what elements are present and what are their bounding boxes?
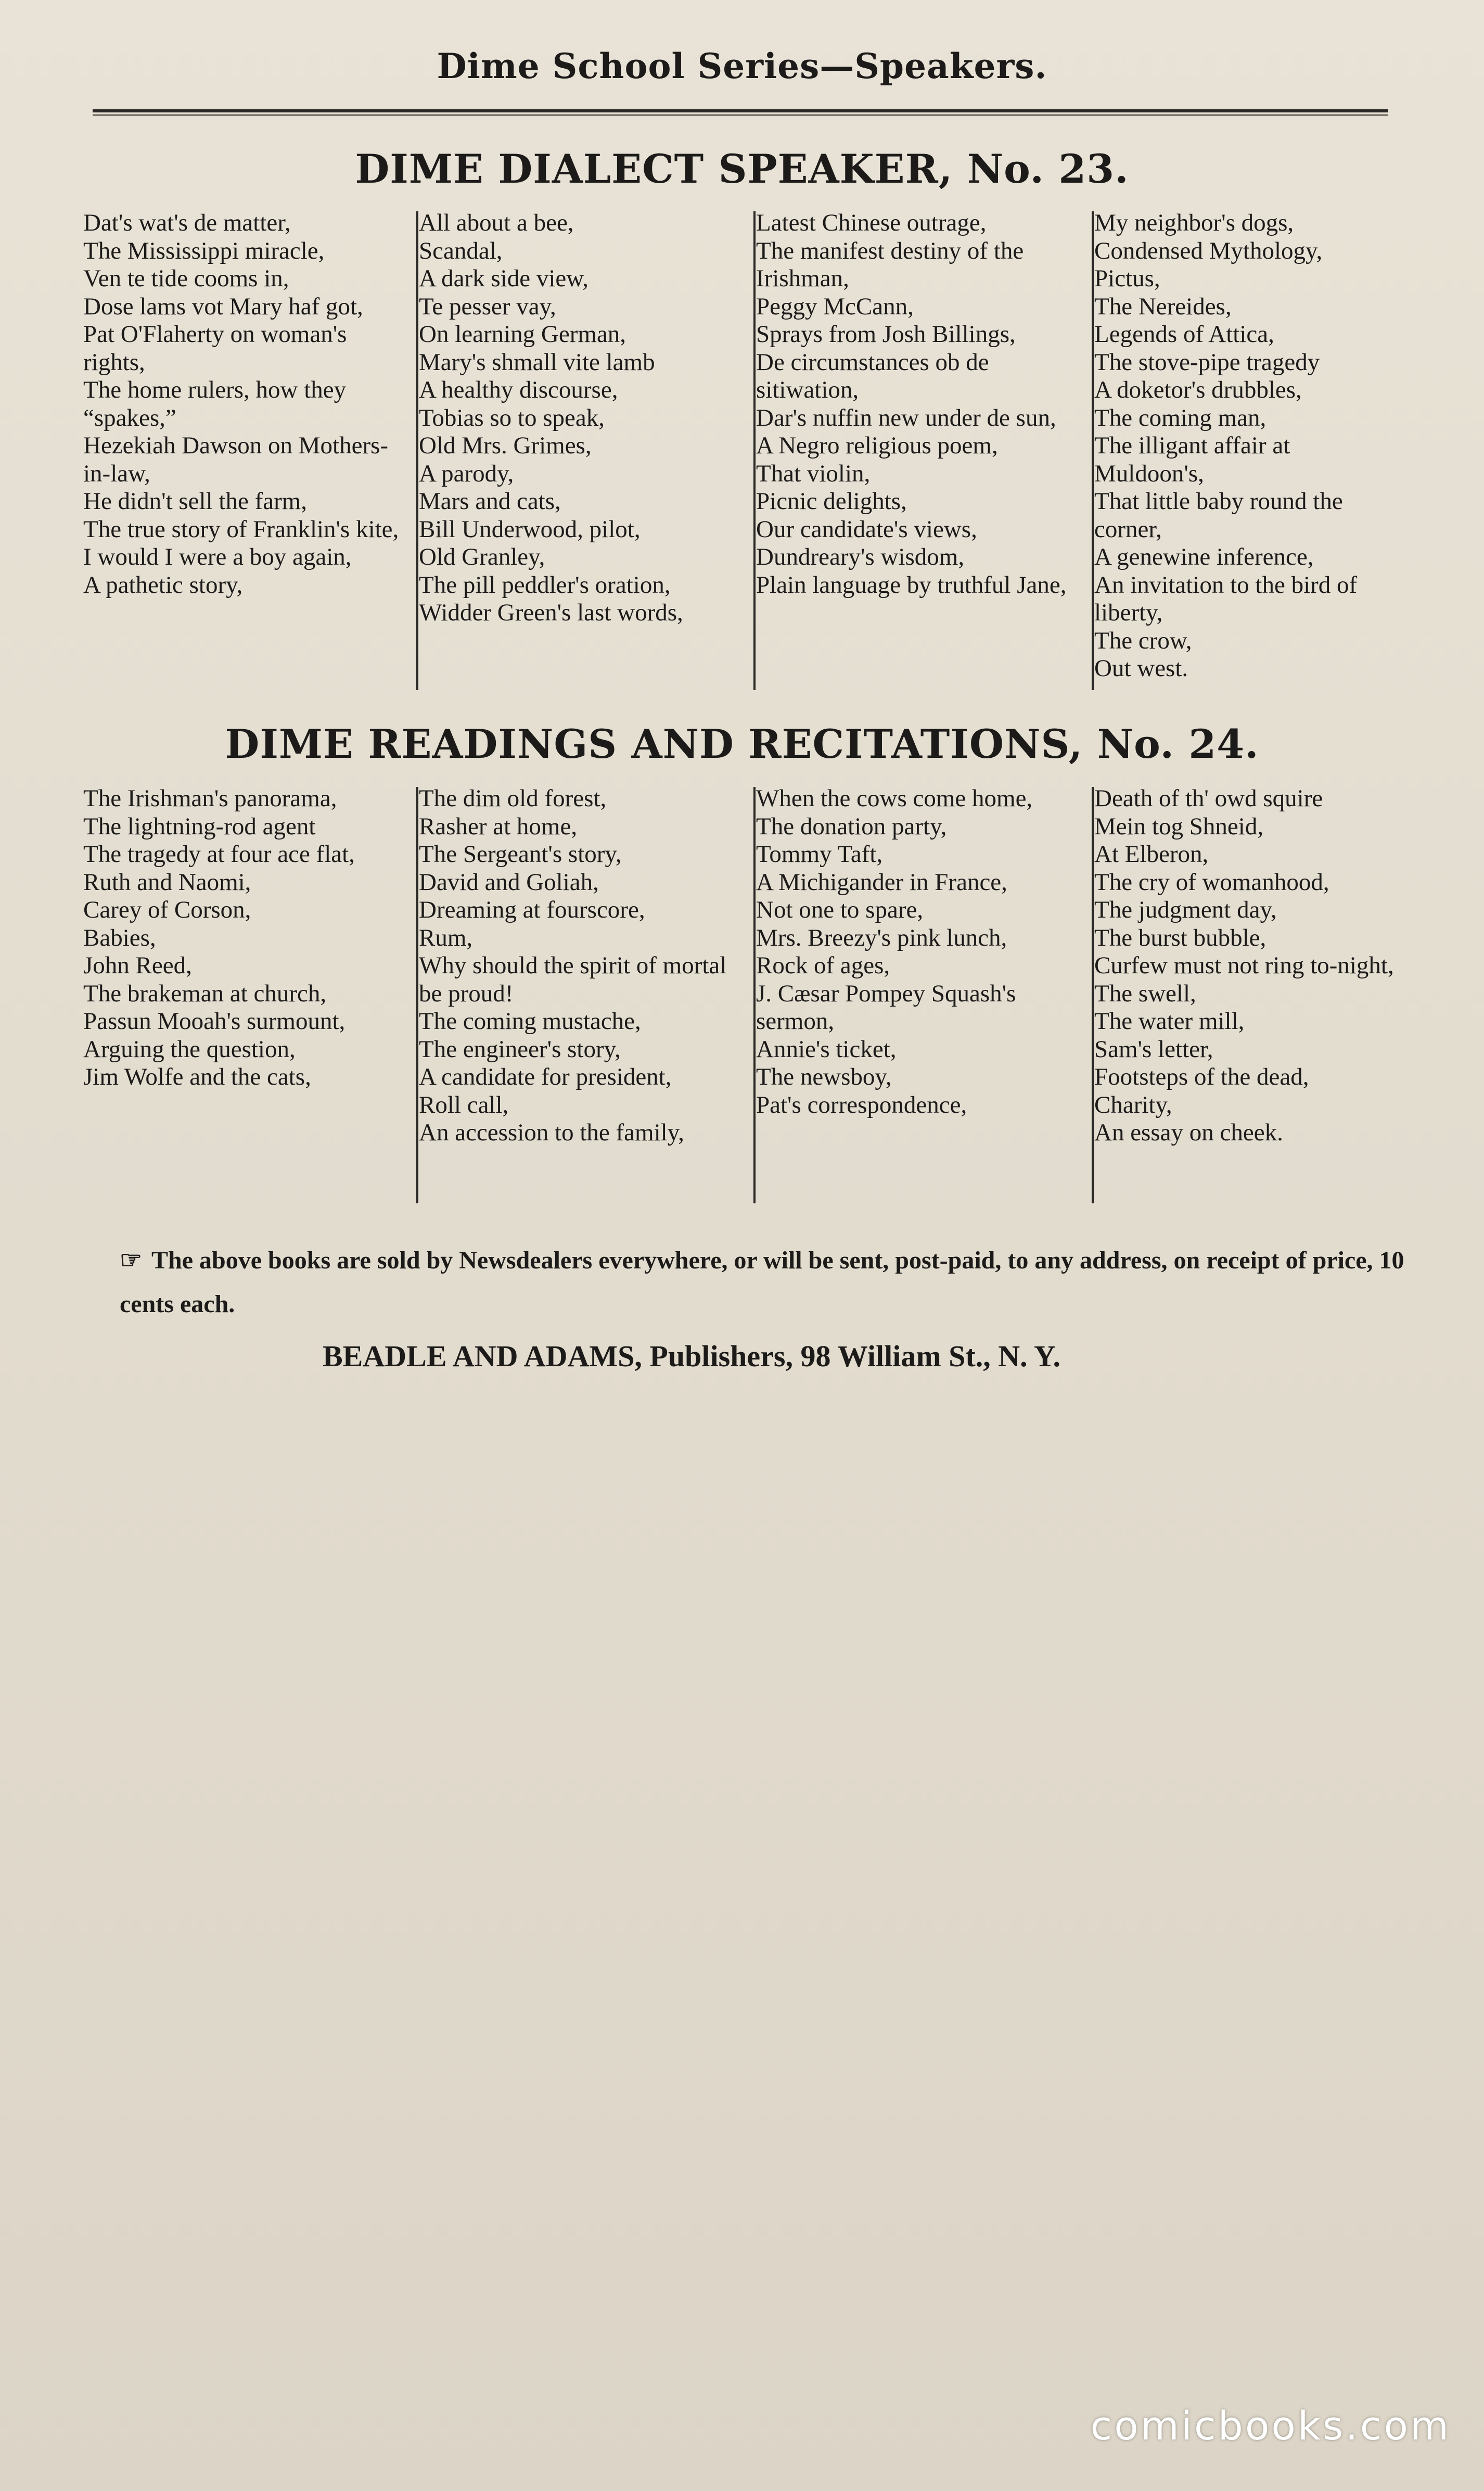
contents-entry: J. Cæsar Pompey Squash's sermon, [756,980,1016,1035]
contents-entry: De circumstances ob de sitiwation, [756,348,989,403]
contents-entry: The swell, [1094,980,1196,1007]
contents-entry: Death of th' owd squire [1094,785,1323,812]
contents-entry: A genewine inference, [1094,543,1314,570]
column-divider [416,787,418,1203]
contents-entry: Out west. [1094,655,1188,682]
contents-entry: The cry of womanhood, [1094,868,1329,896]
running-head: Dime School Series—Speakers. [437,46,1047,86]
contents-entry: Ruth and Naomi, [83,868,251,896]
contents-entry: A parody, [419,460,514,487]
section-title-readings-recitations: DIME READINGS AND RECITATIONS, No. 24. [225,721,1259,767]
publisher-imprint: BEADLE AND ADAMS, Publishers, 98 William St., N. Y. [323,1339,1061,1373]
contents-entry: That little baby round the corner, [1094,488,1343,543]
notice-text: The above books are sold by Newsdealers everywhere, or will be sent, post-paid, to any address, on receipt of price, 10 cents each. [120,1247,1404,1318]
contents-column [1094,785,1405,1147]
contents-entry: Dreaming at fourscore, [419,896,645,923]
contents-entry: A healthy discourse, [419,376,618,403]
contents-entry: Widder Green's last words, [419,599,683,626]
contents-entry: The judgment day, [1094,896,1277,923]
contents-entry: The manifest destiny of the Irishman, [756,237,1024,292]
contents-entry: Old Mrs. Grimes, [419,432,592,459]
contents-entry: The stove-pipe tragedy [1094,348,1320,376]
contents-entry: Plain language by truthful Jane, [756,571,1067,599]
pointing-hand-icon: ☞ [120,1247,145,1274]
contents-entry: Arguing the question, [83,1035,296,1063]
contents-entry: The home rulers, how they “spakes,” [83,376,347,431]
contents-entry: Pat O'Flaherty on woman's rights, [83,321,347,376]
contents-entry: The lightning-rod agent [83,812,316,840]
contents-entry: Dundreary's wisdom, [756,543,965,570]
contents-entry: Dar's nuffin new under de sun, [756,404,1056,431]
contents-entry: The brakeman at church, [83,980,327,1007]
contents-entry: Rasher at home, [419,812,578,840]
contents-entry: Legends of Attica, [1094,321,1274,348]
contents-entry: Tommy Taft, [756,841,883,868]
contents-entry: The coming man, [1094,404,1266,431]
contents-entry: Annie's ticket, [756,1035,897,1063]
contents-entry: The newsboy, [756,1063,892,1090]
column-divider [1092,787,1094,1203]
contents-entry: Scandal, [419,237,503,264]
contents-entry: The engineer's story, [419,1035,621,1063]
contents-entry: The water mill, [1094,1008,1245,1035]
contents-entry: Dose lams vot Mary haf got, [83,293,363,320]
contents-entry: John Reed, [83,952,192,979]
contents-entry: The donation party, [756,812,947,840]
contents-entry: A Negro religious poem, [756,432,998,459]
contents-entry: A candidate for president, [419,1063,672,1090]
contents-entry: Rock of ages, [756,952,890,979]
contents-entry: He didn't sell the farm, [83,488,308,515]
contents-entry: Tobias so to speak, [419,404,605,431]
contents-entry: The illigant affair at Muldoon's, [1094,432,1290,487]
contents-entry: A Michigander in France, [756,868,1007,896]
column-divider [1092,211,1094,690]
contents-entry: An accession to the family, [419,1119,684,1146]
contents-entry: Babies, [83,924,156,951]
contents-entry: Pictus, [1094,265,1160,292]
contents-entry: Pat's correspondence, [756,1091,967,1119]
contents-entry: The true story of Franklin's kite, [83,515,399,543]
column-divider [753,787,756,1203]
contents-entry: Old Granley, [419,543,545,570]
contents-entry: Bill Underwood, pilot, [419,515,641,543]
contents-entry: The tragedy at four ace flat, [83,841,355,868]
contents-entry: The burst bubble, [1094,924,1266,951]
contents-entry: The crow, [1094,627,1192,654]
contents-entry: When the cows come home, [756,785,1033,812]
contents-entry: The Sergeant's story, [419,841,622,868]
contents-entry: On learning German, [419,321,626,348]
contents-entry: That violin, [756,460,871,487]
readings-recitations-contents [83,785,1405,1232]
contents-entry: I would I were a boy again, [83,543,352,570]
contents-entry: Our candidate's views, [756,515,977,543]
contents-entry: Ven te tide cooms in, [83,265,289,292]
section-title-dialect-speaker: DIME DIALECT SPEAKER, No. 23. [355,146,1129,192]
contents-entry: The dim old forest, [419,785,607,812]
contents-entry: The pill peddler's oration, [419,571,671,599]
contents-entry: Carey of Corson, [83,896,251,923]
dialect-speaker-contents [83,209,1405,698]
sales-notice [120,1239,1405,1326]
contents-entry: Mein tog Shneid, [1094,812,1264,840]
contents-entry: An essay on cheek. [1094,1119,1283,1146]
contents-entry: Mary's shmall vite lamb [419,348,655,376]
contents-entry: A doketor's drubbles, [1094,376,1302,403]
contents-entry: Mars and cats, [419,488,561,515]
contents-entry: Dat's wat's de matter, [83,209,291,236]
contents-column [756,209,1084,599]
contents-entry: The Mississippi miracle, [83,237,325,264]
site-watermark: comicbooks.com [1090,2403,1451,2449]
column-divider [416,211,418,690]
contents-entry: Sprays from Josh Billings, [756,321,1016,348]
contents-entry: Why should the spirit of mortal be proud! [419,952,727,1007]
contents-entry: My neighbor's dogs, [1094,209,1294,236]
contents-column [83,209,408,599]
contents-entry: Condensed Mythology, [1094,237,1323,264]
contents-entry: Latest Chinese outrage, [756,209,987,236]
contents-column [83,785,408,1091]
contents-entry: The Irishman's panorama, [83,785,337,812]
contents-entry: Jim Wolfe and the cats, [83,1063,311,1090]
contents-entry: A pathetic story, [83,571,243,599]
contents-entry: Peggy McCann, [756,293,914,320]
contents-entry: Roll call, [419,1091,509,1119]
contents-column [756,785,1084,1119]
contents-entry: Not one to spare, [756,896,924,923]
contents-column [1094,209,1405,683]
contents-entry: All about a bee, [419,209,574,236]
contents-entry: An invitation to the bird of liberty, [1094,571,1358,626]
column-divider [753,211,756,690]
contents-entry: Picnic delights, [756,488,907,515]
contents-column [419,785,747,1147]
contents-entry: Rum, [419,924,473,951]
header-rule [93,109,1388,116]
contents-entry: Sam's letter, [1094,1035,1213,1063]
contents-entry: David and Goliah, [419,868,599,896]
contents-entry: Mrs. Breezy's pink lunch, [756,924,1007,951]
contents-entry: Passun Mooah's surmount, [83,1008,346,1035]
contents-entry: A dark side view, [419,265,589,292]
contents-column [419,209,747,627]
contents-entry: Te pesser vay, [419,293,556,320]
contents-entry: The Nereides, [1094,293,1232,320]
contents-entry: Footsteps of the dead, [1094,1063,1309,1090]
contents-entry: The coming mustache, [419,1008,641,1035]
contents-entry: Curfew must not ring to-night, [1094,952,1394,979]
contents-entry: Hezekiah Dawson on Mothers-in-law, [83,432,389,487]
contents-entry: At Elberon, [1094,841,1209,868]
contents-entry: Charity, [1094,1091,1172,1119]
